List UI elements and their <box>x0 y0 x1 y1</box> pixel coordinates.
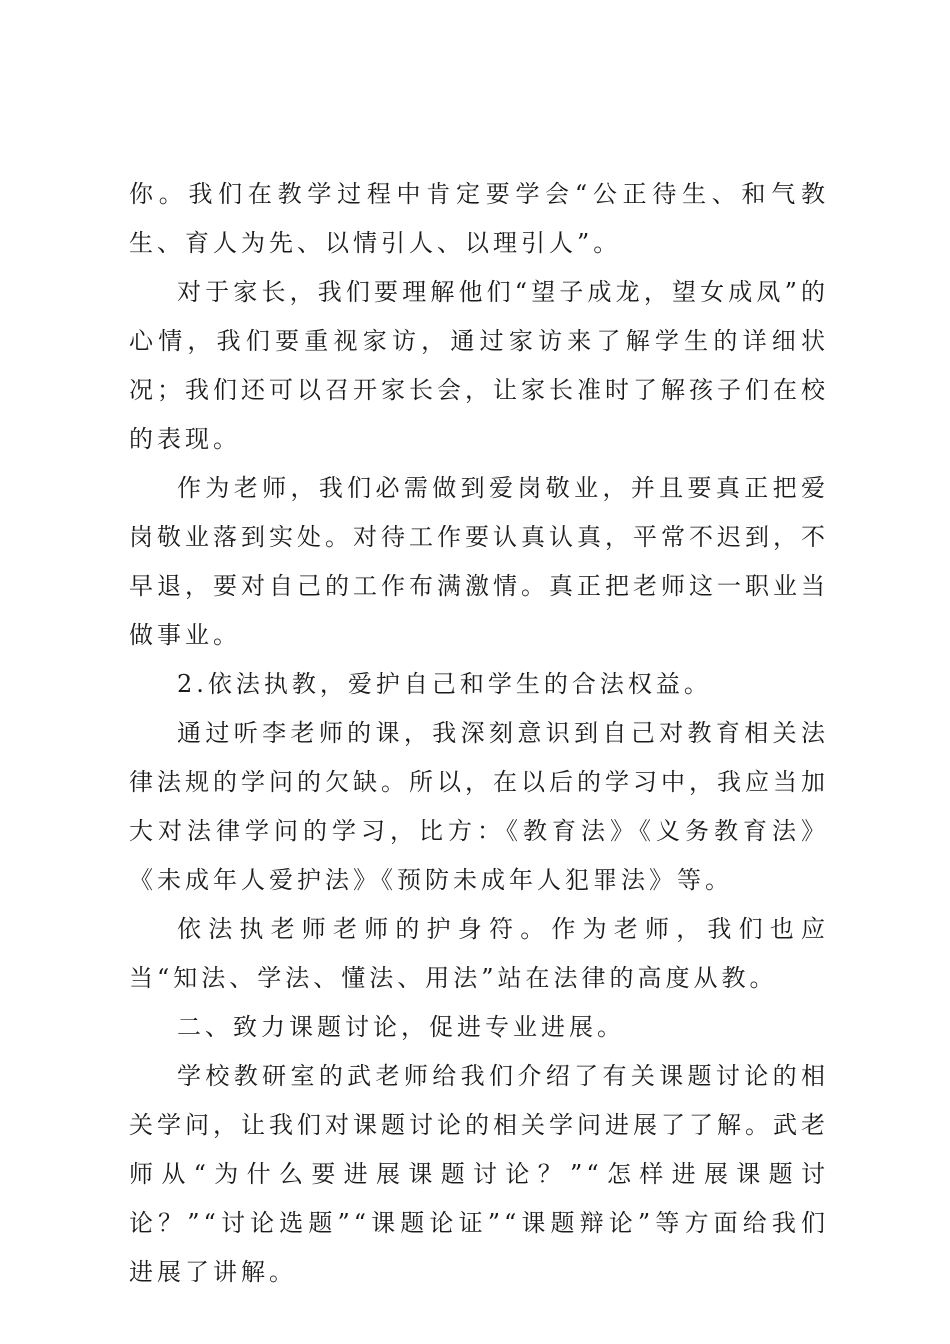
paragraph-4: 2.依法执教，爱护自己和学生的合法权益。 <box>177 670 712 698</box>
paragraph-5: 通过听李老师的课，我深刻意识到自己对教育相关法律法规的学问的欠缺。所以，在以后的学习中，我应当加大对法律学问的学习，比方：《教育法》《义务教育法》《未成年人爱护法》《预防未成年人犯罪法》等。 <box>129 719 829 894</box>
paragraph-3: 作为老师，我们必需做到爱岗敬业，并且要真正把爱岗敬业落到实处。对待工作要认真认真，平常不迟到，不早退，要对自己的工作布满激情。真正把老师这一职业当做事业。 <box>129 474 829 649</box>
section-heading: 二、致力课题讨论，促进专业进展。 <box>177 1013 625 1041</box>
paragraph-2: 对于家长，我们要理解他们“望子成龙，望女成凤”的心情，我们要重视家访，通过家访来了解学生的详细状况；我们还可以召开家长会，让家长准时了解孩子们在校的表现。 <box>129 278 829 453</box>
paragraph-6: 依法执老师老师的护身符。作为老师，我们也应当“知法、学法、懂法、用法”站在法律的高度从教。 <box>129 915 829 992</box>
paragraph-7: 学校教研室的武老师给我们介绍了有关课题讨论的相关学问，让我们对课题讨论的相关学问进展了了解。武老师从“为什么要进展课题讨论？”“怎样进展课题讨论？”“讨论选题”“课题论证”“课题辩论”等方面给我们进展了讲解。 <box>129 1062 829 1286</box>
document-body <box>129 170 829 1297</box>
paragraph-1: 你。我们在教学过程中肯定要学会“公正待生、和气教生、育人为先、以情引人、以理引人”。 <box>129 180 829 257</box>
